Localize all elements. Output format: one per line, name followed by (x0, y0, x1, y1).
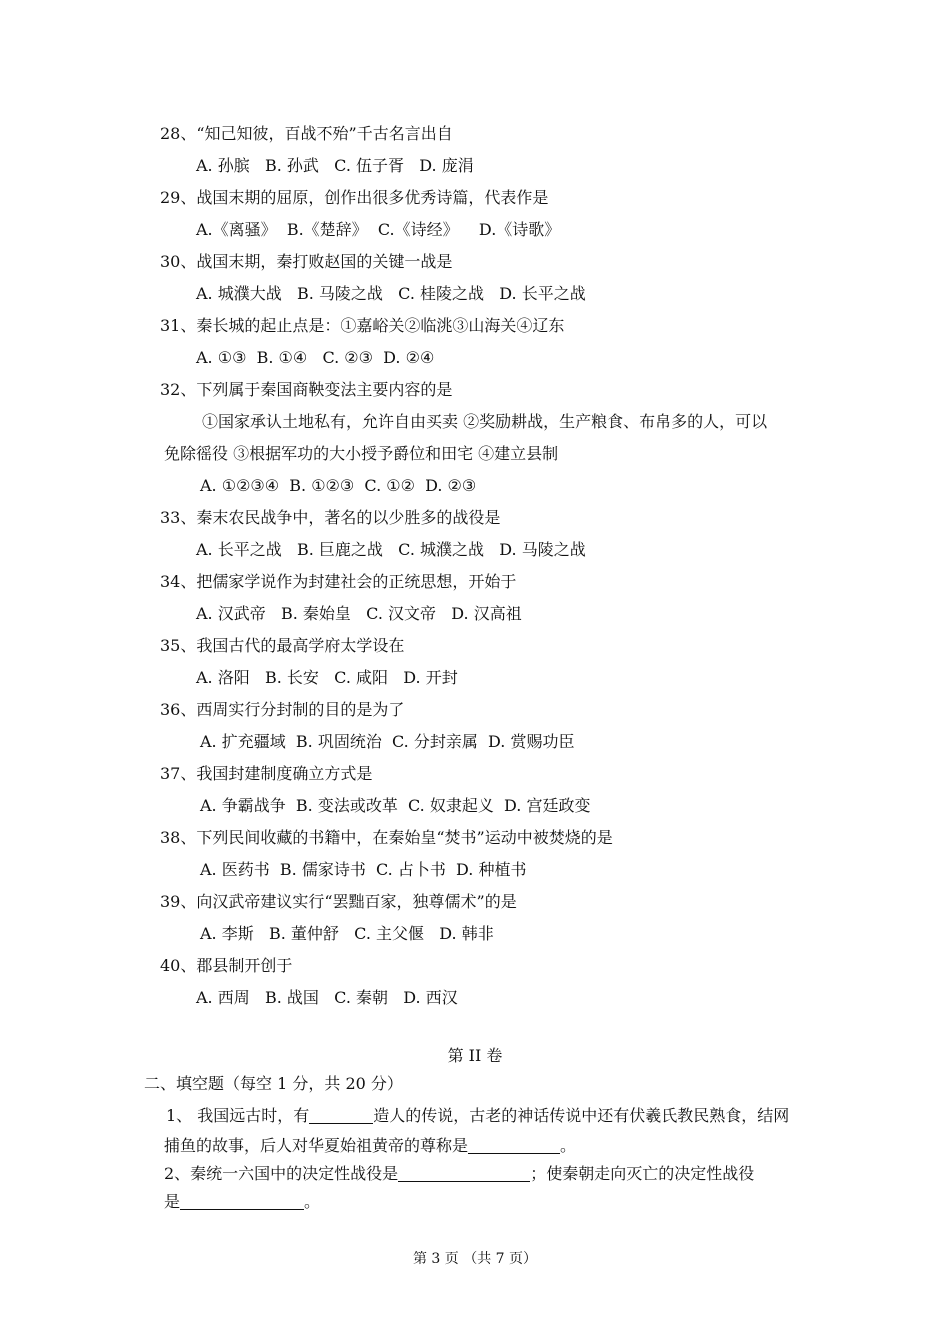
question-32-detail-line-2: 免除徭役 ③根据军功的大小授予爵位和田宅 ④建立县制 (164, 444, 559, 463)
question-37-options: A. 争霸战争 B. 变法或改革 C. 奴隶起义 D. 宫廷政变 (200, 796, 591, 815)
question-38-options: A. 医药书 B. 儒家诗书 C. 占卜书 D. 种植书 (200, 860, 527, 879)
fill-2-text-d: 。 (304, 1192, 321, 1211)
question-39-stem: 39、向汉武帝建议实行“罢黜百家，独尊儒术”的是 (160, 892, 517, 911)
question-31-options: A. ①③ B. ①④ C. ②③ D. ②④ (196, 348, 435, 367)
question-37-stem: 37、我国封建制度确立方式是 (160, 764, 373, 783)
question-38-stem: 38、下列民间收藏的书籍中，在秦始皇“焚书”运动中被焚烧的是 (160, 828, 613, 847)
volume-title: 第 II 卷 (447, 1046, 503, 1065)
question-29-stem: 29、战国末期的屈原，创作出很多优秀诗篇，代表作是 (160, 188, 549, 207)
fill-question-1-line-2 (164, 1136, 576, 1156)
question-28-stem: 28、“知己知彼，百战不殆”千古名言出自 (160, 124, 453, 143)
question-31-stem: 31、秦长城的起止点是：①嘉峪关②临洮③山海关④辽东 (160, 316, 565, 335)
fill-1-text-d: 。 (560, 1136, 577, 1155)
fill-2-text-b: ；使秦朝走向灭亡的决定性战役 (530, 1164, 755, 1183)
fill-1-blank-2[interactable] (468, 1137, 560, 1154)
question-30-stem: 30、战国末期，秦打败赵国的关键一战是 (160, 252, 453, 271)
question-29-options: A.《离骚》 B.《楚辞》 C.《诗经》 D.《诗歌》 (196, 220, 561, 239)
fill-1-text-a: 1、 我国远古时，有 (166, 1106, 310, 1125)
question-30-options: A. 城濮大战 B. 马陵之战 C. 桂陵之战 D. 长平之战 (196, 284, 586, 303)
fill-2-text-a: 2、秦统一六国中的决定性战役是 (164, 1164, 399, 1183)
fill-question-1-line-1 (166, 1106, 789, 1126)
question-33-options: A. 长平之战 B. 巨鹿之战 C. 城濮之战 D. 马陵之战 (196, 540, 586, 559)
fill-2-blank-1[interactable] (398, 1165, 530, 1182)
fill-1-text-b: 造人的传说，古老的神话传说中还有伏羲氏教民熟食，结网 (373, 1106, 790, 1125)
question-36-options: A. 扩充疆域 B. 巩固统治 C. 分封亲属 D. 赏赐功臣 (200, 732, 575, 751)
fill-2-blank-2[interactable] (180, 1193, 304, 1210)
question-36-stem: 36、西周实行分封制的目的是为了 (160, 700, 405, 719)
question-40-options: A. 西周 B. 战国 C. 秦朝 D. 西汉 (196, 988, 458, 1007)
fill-2-text-c: 是 (164, 1192, 181, 1211)
page-footer: 第 3 页 （共 7 页） (412, 1251, 538, 1267)
question-35-stem: 35、我国古代的最高学府太学设在 (160, 636, 405, 655)
question-35-options: A. 洛阳 B. 长安 C. 咸阳 D. 开封 (196, 668, 458, 687)
fill-question-2-line-1 (164, 1164, 754, 1184)
fill-1-blank-1[interactable] (309, 1107, 373, 1124)
fill-1-text-c: 捕鱼的故事，后人对华夏始祖黄帝的尊称是 (164, 1136, 469, 1155)
question-33-stem: 33、秦末农民战争中，著名的以少胜多的战役是 (160, 508, 501, 527)
question-34-stem: 34、把儒家学说作为封建社会的正统思想，开始于 (160, 572, 517, 591)
question-34-options: A. 汉武帝 B. 秦始皇 C. 汉文帝 D. 汉高祖 (196, 604, 522, 623)
part-title: 二、填空题（每空 1 分，共 20 分） (144, 1074, 403, 1093)
question-28-options: A. 孙膑 B. 孙武 C. 伍子胥 D. 庞涓 (196, 156, 474, 175)
question-32-detail-line-1: ①国家承认土地私有，允许自由买卖 ②奖励耕战，生产粮食、布帛多的人，可以 (202, 412, 768, 431)
question-39-options: A. 李斯 B. 董仲舒 C. 主父偃 D. 韩非 (200, 924, 494, 943)
fill-question-2-line-2 (164, 1192, 320, 1212)
question-40-stem: 40、郡县制开创于 (160, 956, 293, 975)
question-32-options: A. ①②③④ B. ①②③ C. ①② D. ②③ (200, 476, 477, 495)
question-32-stem: 32、下列属于秦国商鞅变法主要内容的是 (160, 380, 453, 399)
